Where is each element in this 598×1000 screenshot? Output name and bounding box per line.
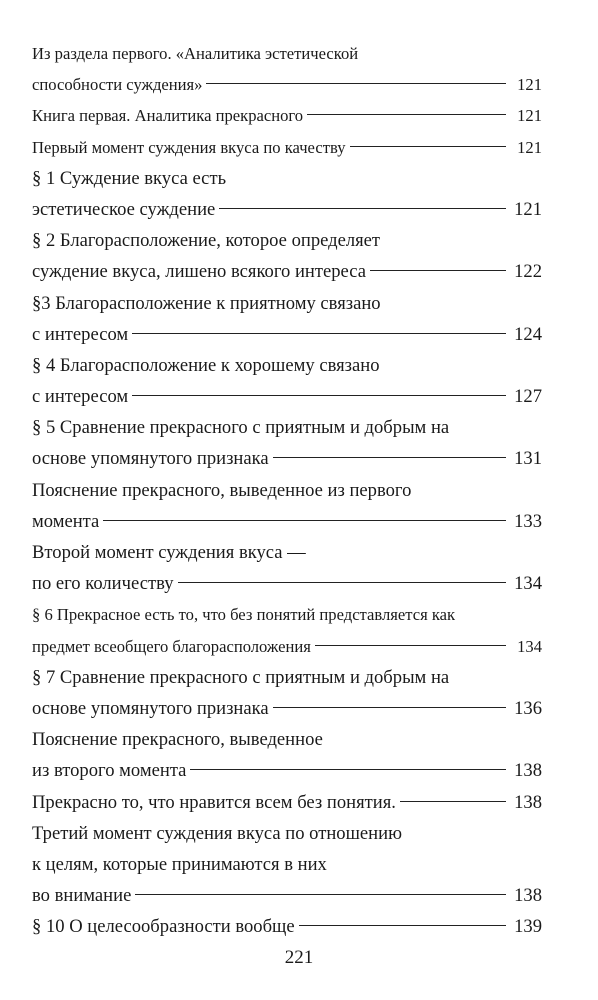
toc-entry — [32, 350, 542, 412]
toc-entry-line: § 5 Сравнение прекрасного с приятным и добрым на — [32, 417, 450, 439]
toc-entry-line: § 1 Суждение вкуса есть — [32, 167, 227, 189]
toc-entry-line — [32, 69, 542, 100]
toc-entry-line — [32, 319, 542, 350]
toc-page-number: 121 — [514, 198, 542, 220]
toc-entry-title: по его количеству — [32, 573, 174, 595]
leader-line — [135, 894, 506, 895]
leader-line — [400, 801, 506, 802]
toc-entry — [32, 818, 542, 912]
table-of-contents — [32, 38, 542, 942]
toc-entry — [32, 724, 542, 786]
toc-entry — [32, 412, 542, 474]
toc-page-number: 127 — [514, 386, 542, 408]
leader-line — [206, 83, 506, 84]
leader-line — [350, 146, 506, 147]
toc-page-number: 134 — [517, 636, 542, 656]
leader-line — [219, 208, 506, 209]
toc-entry-line: Второй момент суждения вкуса — — [32, 542, 306, 563]
leader-line — [273, 457, 506, 458]
toc-page-number: 121 — [517, 137, 542, 157]
toc-entry-title: основе упомянутого признака — [32, 697, 269, 719]
toc-page-number: 136 — [514, 697, 542, 719]
toc-entry-line: § 2 Благорасположение, которое определяет — [32, 230, 381, 252]
toc-page-number: 122 — [514, 261, 542, 283]
toc-page-number: 138 — [514, 791, 542, 813]
toc-entry-line: Из раздела первого. «Аналитика эстетической — [32, 44, 359, 63]
leader-line — [103, 520, 506, 521]
toc-entry-line — [32, 443, 542, 474]
toc-entry-title: Первый момент суждения вкуса по качеству — [32, 137, 346, 157]
toc-entry-title: суждение вкуса, лишено всякого интереса — [32, 261, 366, 283]
toc-entry-line: Пояснение прекрасного, выведенное — [32, 729, 323, 751]
toc-entry — [32, 100, 542, 131]
toc-entry-line — [32, 194, 542, 225]
toc-page-number: 121 — [517, 106, 542, 126]
toc-entry — [32, 225, 542, 287]
toc-entry-title: момента — [32, 510, 100, 532]
toc-entry — [32, 911, 542, 942]
toc-entry — [32, 475, 542, 537]
toc-entry-line: §3 Благорасположение к приятному связано — [32, 292, 381, 314]
leader-line — [307, 114, 506, 115]
toc-entry-title: предмет всеобщего благорасположения — [32, 636, 311, 656]
toc-entry — [32, 787, 542, 818]
leader-line — [273, 707, 506, 708]
leader-line — [370, 270, 506, 271]
toc-entry — [32, 599, 542, 661]
toc-entry-line: к целям, которые принимаются в них — [32, 853, 327, 875]
toc-entry-line — [32, 256, 542, 287]
toc-entry-title: Книга первая. Аналитика прекрасного — [32, 106, 304, 126]
toc-entry — [32, 38, 542, 100]
toc-entry — [32, 163, 542, 225]
toc-entry-title: с интересом — [32, 386, 129, 408]
leader-line — [315, 645, 506, 646]
toc-entry — [32, 537, 542, 599]
toc-entry-line — [32, 100, 542, 131]
leader-line — [190, 769, 506, 770]
page-number: 221 — [284, 947, 314, 968]
toc-entry-line — [32, 132, 542, 163]
toc-entry-line: Третий момент суждения вкуса по отношению — [32, 822, 402, 844]
toc-entry-line — [32, 755, 542, 786]
toc-page-number: 124 — [514, 323, 542, 345]
toc-entry-line — [32, 506, 542, 537]
toc-page-number: 134 — [514, 573, 542, 595]
toc-entry-line — [32, 568, 542, 599]
toc-entry-line — [32, 693, 542, 724]
toc-entry-line — [32, 631, 542, 662]
toc-entry-title: способности суждения» — [32, 75, 203, 95]
leader-line — [132, 395, 506, 396]
toc-entry — [32, 132, 542, 163]
toc-entry-title: из второго момента — [32, 760, 187, 782]
leader-line — [178, 582, 506, 583]
leader-line — [299, 925, 506, 926]
toc-entry-line — [32, 381, 542, 412]
toc-entry-title: § 10 О целесообразности вообще — [32, 916, 295, 938]
toc-entry-line: § 6 Прекрасное есть то, что без понятий представляется как — [32, 605, 456, 625]
toc-page-number: 138 — [514, 760, 542, 782]
toc-page-number: 131 — [514, 448, 542, 470]
toc-entry-line: § 7 Сравнение прекрасного с приятным и добрым на — [32, 666, 450, 688]
toc-entry-line: § 4 Благорасположение к хорошему связано — [32, 354, 380, 376]
toc-page-number: 138 — [514, 885, 542, 907]
toc-entry-line — [32, 911, 542, 942]
toc-entry-title: Прекрасно то, что нравится всем без понятия. — [32, 791, 396, 813]
toc-entry-title: эстетическое суждение — [32, 198, 216, 220]
toc-entry-line — [32, 787, 542, 818]
leader-line — [132, 333, 506, 334]
toc-page-number: 133 — [514, 510, 542, 532]
toc-entry-title: с интересом — [32, 323, 129, 345]
toc-page-number: 121 — [517, 75, 542, 95]
toc-entry — [32, 288, 542, 350]
toc-entry — [32, 662, 542, 724]
toc-entry-title: во внимание — [32, 885, 132, 907]
toc-page-number: 139 — [514, 916, 542, 938]
toc-entry-line — [32, 880, 542, 911]
toc-entry-title: основе упомянутого признака — [32, 448, 269, 470]
toc-entry-line: Пояснение прекрасного, выведенное из первого — [32, 479, 412, 501]
